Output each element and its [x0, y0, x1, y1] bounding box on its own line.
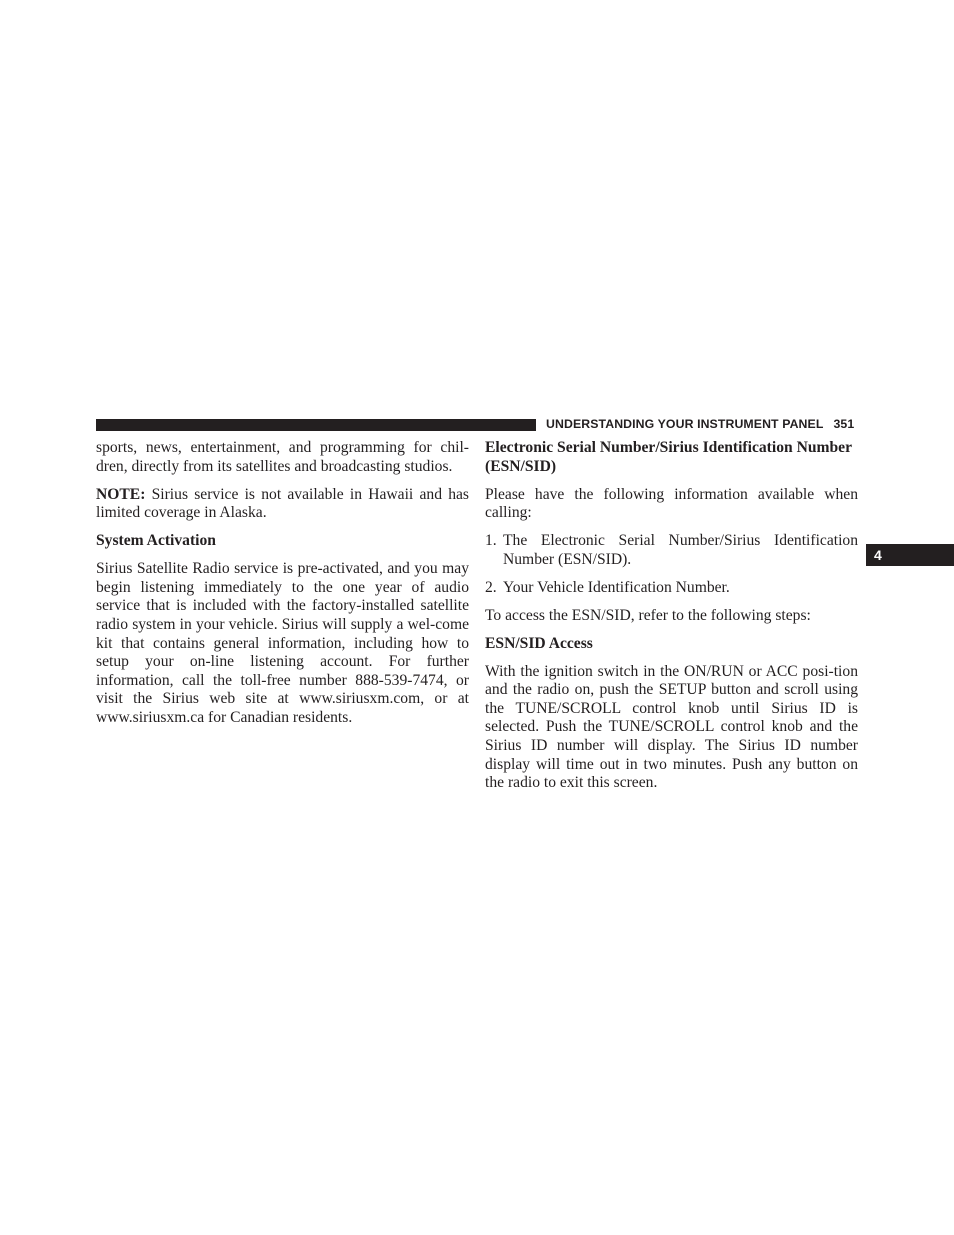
heading-esn-sid: Electronic Serial Number/Sirius Identification Number (ESN/SID) — [485, 439, 852, 475]
heading-system-activation: System Activation — [96, 532, 216, 550]
access-paragraph: To access the ESN/SID, refer to the following steps: — [485, 606, 811, 624]
activation-paragraph: Sirius Satellite Radio service is pre-activated, and you may begin listening immediately to the one year of audio service that is included with the factory-installed satellite radio system in your vehicle. Sirius will supply a wel-come kit that contains general information, including how to setup your on-line listening account. For further information, call the toll-free number 888-539-7474, or visit the Sirius web site at www.siriusxm.com, or at www.siriusxm.ca for Canadian residents. — [96, 560, 469, 726]
running-header — [546, 417, 854, 431]
steps-paragraph: With the ignition switch in the ON/RUN or ACC posi-tion and the radio on, push the SETUP button and scroll using the TUNE/SCROLL control knob until Sirius ID is selected. Push the TUNE/SCROLL control knob and the Sirius ID number will display. The Sirius ID number display will time out in two minutes. Push any button on the radio to exit this screen. — [485, 662, 858, 792]
list-item — [485, 579, 858, 598]
page-number: 351 — [833, 417, 855, 431]
heading-esn-sid-access: ESN/SID Access — [485, 634, 593, 652]
left-column — [96, 439, 469, 737]
intro-paragraph: Please have the following information available when calling: — [485, 485, 858, 522]
list-number: 1. — [485, 532, 497, 550]
chapter-tab: 4 — [866, 544, 954, 566]
note-text: Sirius service is not available in Hawaii and has limited coverage in Alaska. — [96, 485, 469, 522]
note-label: NOTE: — [96, 485, 146, 503]
continued-paragraph: sports, news, entertainment, and programming for chil-dren, directly from its satellites and broadcasting studios. — [96, 439, 469, 475]
section-title: UNDERSTANDING YOUR INSTRUMENT PANEL — [546, 417, 824, 431]
list-text: The Electronic Serial Number/Sirius Identification Number (ESN/SID). — [503, 532, 858, 568]
list-text: Your Vehicle Identification Number. — [503, 578, 730, 596]
note-paragraph — [96, 486, 469, 523]
header-rule — [96, 419, 536, 431]
list-number: 2. — [485, 578, 497, 596]
list-item — [485, 532, 858, 569]
right-column — [485, 439, 858, 802]
